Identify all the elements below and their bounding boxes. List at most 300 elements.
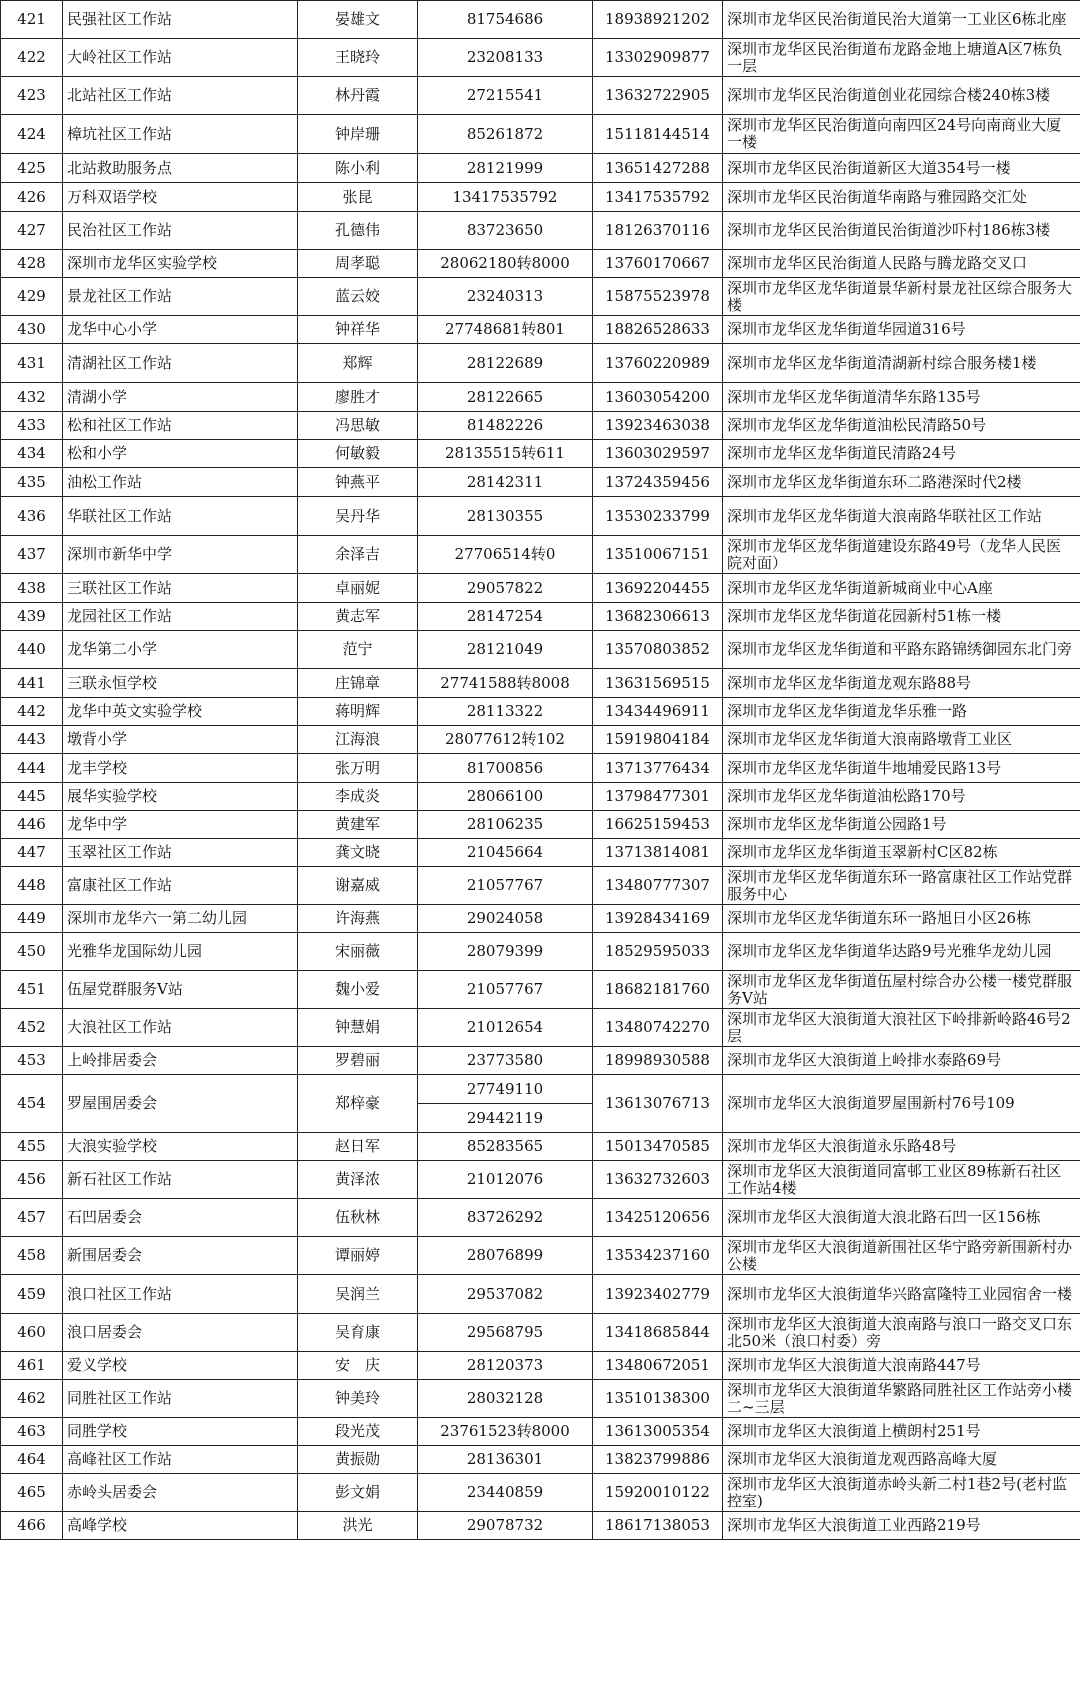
mobile-number: 13425120656 <box>593 1199 723 1237</box>
contact-person: 钟美玲 <box>298 1380 418 1418</box>
organization-name: 龙华中心小学 <box>63 316 298 344</box>
contact-person: 黄振勋 <box>298 1446 418 1474</box>
contact-person: 段光茂 <box>298 1418 418 1446</box>
organization-name: 大浪实验学校 <box>63 1133 298 1161</box>
table-row <box>1 316 1080 344</box>
phone-number: 27741588转8008 <box>418 669 593 698</box>
row-number: 462 <box>1 1380 63 1418</box>
mobile-number: 18126370116 <box>593 212 723 250</box>
row-number: 454 <box>1 1075 63 1133</box>
table-row <box>1 77 1080 115</box>
address: 深圳市龙华区大浪街道永乐路48号 <box>723 1133 1080 1161</box>
phone-number: 83723650 <box>418 212 593 250</box>
address: 深圳市龙华区大浪街道上岭排水泰路69号 <box>723 1047 1080 1075</box>
address: 深圳市龙华区龙华街道东环一路富康社区工作站党群服务中心 <box>723 867 1080 905</box>
phone-number: 21012654 <box>418 1009 593 1047</box>
table-row <box>1 39 1080 77</box>
phone-number: 85283565 <box>418 1133 593 1161</box>
organization-name: 爱义学校 <box>63 1352 298 1380</box>
row-number: 458 <box>1 1237 63 1275</box>
phone-number: 23761523转8000 <box>418 1418 593 1446</box>
organization-name: 上岭排居委会 <box>63 1047 298 1075</box>
address: 深圳市龙华区龙华街道清华东路135号 <box>723 383 1080 412</box>
address: 深圳市龙华区民治街道人民路与腾龙路交叉口 <box>723 250 1080 278</box>
contact-person: 龚文晓 <box>298 839 418 867</box>
row-number: 456 <box>1 1161 63 1199</box>
row-number: 439 <box>1 603 63 631</box>
address: 深圳市龙华区大浪街道新围社区华宁路旁新围新村办公楼 <box>723 1237 1080 1275</box>
phone-number: 28147254 <box>418 603 593 631</box>
address: 深圳市龙华区龙华街道民清路24号 <box>723 440 1080 468</box>
row-number: 457 <box>1 1199 63 1237</box>
table-row <box>1 1512 1080 1540</box>
contact-person: 陈小利 <box>298 154 418 183</box>
organization-name: 新石社区工作站 <box>63 1161 298 1199</box>
contact-person: 江海浪 <box>298 726 418 754</box>
row-number: 448 <box>1 867 63 905</box>
table-row <box>1 212 1080 250</box>
mobile-number: 13530233799 <box>593 497 723 536</box>
table-row <box>1 1 1080 39</box>
contact-person: 彭文娟 <box>298 1474 418 1512</box>
mobile-number: 15920010122 <box>593 1474 723 1512</box>
organization-name: 龙园社区工作站 <box>63 603 298 631</box>
address: 深圳市龙华区大浪街道华兴路富隆特工业园宿舍一楼 <box>723 1275 1080 1314</box>
phone-number: 21057767 <box>418 867 593 905</box>
contact-person: 李成炎 <box>298 783 418 811</box>
table-row <box>1 383 1080 412</box>
contact-person: 庄锦章 <box>298 669 418 698</box>
table-row <box>1 1275 1080 1314</box>
address: 深圳市龙华区龙华街道建设东路49号（龙华人民医院对面） <box>723 536 1080 574</box>
phone-number: 28113322 <box>418 698 593 726</box>
row-number: 445 <box>1 783 63 811</box>
mobile-number: 13632732603 <box>593 1161 723 1199</box>
table-row <box>1 468 1080 497</box>
organization-name: 三联永恒学校 <box>63 669 298 698</box>
table-row <box>1 669 1080 698</box>
organization-name: 龙华中学 <box>63 811 298 839</box>
mobile-number: 13418685844 <box>593 1314 723 1352</box>
address: 深圳市龙华区大浪街道罗屋围新村76号109 <box>723 1075 1080 1133</box>
organization-name: 富康社区工作站 <box>63 867 298 905</box>
row-number: 459 <box>1 1275 63 1314</box>
mobile-number: 13613005354 <box>593 1418 723 1446</box>
row-number: 422 <box>1 39 63 77</box>
address: 深圳市龙华区大浪街道华繁路同胜社区工作站旁小楼二~三层 <box>723 1380 1080 1418</box>
table-row <box>1 698 1080 726</box>
mobile-number: 13692204455 <box>593 574 723 603</box>
row-number: 465 <box>1 1474 63 1512</box>
address: 深圳市龙华区龙华街道油松民清路50号 <box>723 412 1080 440</box>
mobile-number: 13760220989 <box>593 344 723 383</box>
phone-number: 28066100 <box>418 783 593 811</box>
row-number: 453 <box>1 1047 63 1075</box>
organization-name: 高峰社区工作站 <box>63 1446 298 1474</box>
address: 深圳市龙华区龙华街道清湖新村综合服务楼1楼 <box>723 344 1080 383</box>
contact-person: 伍秋林 <box>298 1199 418 1237</box>
phone-number: 21057767 <box>418 971 593 1009</box>
organization-name: 新围居委会 <box>63 1237 298 1275</box>
organization-name: 龙华中英文实验学校 <box>63 698 298 726</box>
organization-name: 高峰学校 <box>63 1512 298 1540</box>
row-number: 423 <box>1 77 63 115</box>
contact-person: 吴育康 <box>298 1314 418 1352</box>
address: 深圳市龙华区龙华街道牛地埔爱民路13号 <box>723 754 1080 783</box>
address: 深圳市龙华区大浪街道大浪北路石凹一区156栋 <box>723 1199 1080 1237</box>
address: 深圳市龙华区龙华街道大浪南路华联社区工作站 <box>723 497 1080 536</box>
row-number: 433 <box>1 412 63 440</box>
phone-number: 23208133 <box>418 39 593 77</box>
table-body <box>1 1 1080 1540</box>
mobile-number: 18529595033 <box>593 933 723 971</box>
organization-name: 樟坑社区工作站 <box>63 115 298 154</box>
mobile-number: 15118144514 <box>593 115 723 154</box>
contact-person: 王晓玲 <box>298 39 418 77</box>
phone-number: 81482226 <box>418 412 593 440</box>
row-number: 450 <box>1 933 63 971</box>
organization-name: 松和小学 <box>63 440 298 468</box>
row-number: 424 <box>1 115 63 154</box>
row-number: 430 <box>1 316 63 344</box>
address: 深圳市龙华区龙华街道龙华乐雅一路 <box>723 698 1080 726</box>
contact-person: 郑梓豪 <box>298 1075 418 1133</box>
address: 深圳市龙华区大浪街道大浪南路与浪口一路交叉口东北50米（浪口村委）旁 <box>723 1314 1080 1352</box>
table-row <box>1 574 1080 603</box>
table-row <box>1 1133 1080 1161</box>
row-number: 463 <box>1 1418 63 1446</box>
mobile-number: 13798477301 <box>593 783 723 811</box>
organization-name: 浪口社区工作站 <box>63 1275 298 1314</box>
table-row <box>1 783 1080 811</box>
mobile-number: 13480742270 <box>593 1009 723 1047</box>
address: 深圳市龙华区龙华街道华园道316号 <box>723 316 1080 344</box>
phone-number-2: 29442119 <box>418 1103 592 1132</box>
table-row <box>1 631 1080 669</box>
address: 深圳市龙华区民治街道向南四区24号向南商业大厦一楼 <box>723 115 1080 154</box>
phone-number: 28130355 <box>418 497 593 536</box>
contact-person: 范宁 <box>298 631 418 669</box>
table-row <box>1 1075 1080 1133</box>
address: 深圳市龙华区民治街道布龙路金地上塘道A区7栋负一层 <box>723 39 1080 77</box>
address: 深圳市龙华区龙华街道油松路170号 <box>723 783 1080 811</box>
address: 深圳市龙华区龙华街道华达路9号光雅华龙幼儿园 <box>723 933 1080 971</box>
organization-name: 龙丰学校 <box>63 754 298 783</box>
table-row <box>1 1314 1080 1352</box>
phone-number: 85261872 <box>418 115 593 154</box>
contact-person: 吴丹华 <box>298 497 418 536</box>
phone-number: 28062180转8000 <box>418 250 593 278</box>
contact-person: 洪光 <box>298 1512 418 1540</box>
organization-name: 深圳市龙华区实验学校 <box>63 250 298 278</box>
table-row <box>1 344 1080 383</box>
row-number: 428 <box>1 250 63 278</box>
organization-name: 同胜学校 <box>63 1418 298 1446</box>
row-number: 429 <box>1 278 63 316</box>
contact-person: 卓丽妮 <box>298 574 418 603</box>
row-number: 436 <box>1 497 63 536</box>
phone-number: 27706514转0 <box>418 536 593 574</box>
mobile-number: 13417535792 <box>593 183 723 212</box>
table-row <box>1 536 1080 574</box>
phone-number: 28142311 <box>418 468 593 497</box>
mobile-number: 13603029597 <box>593 440 723 468</box>
address: 深圳市龙华区大浪街道龙观西路高峰大厦 <box>723 1446 1080 1474</box>
mobile-number: 13570803852 <box>593 631 723 669</box>
contact-person: 钟祥华 <box>298 316 418 344</box>
contact-person: 黄泽浓 <box>298 1161 418 1199</box>
address: 深圳市龙华区龙华街道伍屋村综合办公楼一楼党群服务V站 <box>723 971 1080 1009</box>
contact-person: 林丹霞 <box>298 77 418 115</box>
mobile-number: 13510138300 <box>593 1380 723 1418</box>
organization-name: 伍屋党群服务V站 <box>63 971 298 1009</box>
address: 深圳市龙华区大浪街道大浪南路447号 <box>723 1352 1080 1380</box>
table-row <box>1 1380 1080 1418</box>
contact-person: 何敏毅 <box>298 440 418 468</box>
row-number: 435 <box>1 468 63 497</box>
phone-number: 13417535792 <box>418 183 593 212</box>
mobile-number: 13923463038 <box>593 412 723 440</box>
mobile-number: 18998930588 <box>593 1047 723 1075</box>
table-row <box>1 971 1080 1009</box>
row-number: 443 <box>1 726 63 754</box>
address: 深圳市龙华区大浪街道大浪社区下岭排新岭路46号2层 <box>723 1009 1080 1047</box>
phone-number: 28121049 <box>418 631 593 669</box>
row-number: 427 <box>1 212 63 250</box>
address: 深圳市龙华区龙华街道花园新村51栋一楼 <box>723 603 1080 631</box>
contact-person: 谢嘉威 <box>298 867 418 905</box>
contact-person: 周孝聪 <box>298 250 418 278</box>
organization-name: 三联社区工作站 <box>63 574 298 603</box>
phone-number: 28077612转102 <box>418 726 593 754</box>
mobile-number: 13651427288 <box>593 154 723 183</box>
mobile-number: 13534237160 <box>593 1237 723 1275</box>
row-number: 426 <box>1 183 63 212</box>
address: 深圳市龙华区民治街道华南路与雅园路交汇处 <box>723 183 1080 212</box>
mobile-number: 18682181760 <box>593 971 723 1009</box>
contact-person: 吴润兰 <box>298 1275 418 1314</box>
row-number: 455 <box>1 1133 63 1161</box>
organization-name: 万科双语学校 <box>63 183 298 212</box>
row-number: 452 <box>1 1009 63 1047</box>
table-row <box>1 933 1080 971</box>
contact-person: 黄志军 <box>298 603 418 631</box>
contact-person: 罗碧丽 <box>298 1047 418 1075</box>
organization-name: 北站社区工作站 <box>63 77 298 115</box>
contact-person: 钟岸珊 <box>298 115 418 154</box>
table-row <box>1 497 1080 536</box>
row-number: 437 <box>1 536 63 574</box>
address: 深圳市龙华区大浪街道同富邨工业区89栋新石社区工作站4楼 <box>723 1161 1080 1199</box>
contact-person: 蒋明辉 <box>298 698 418 726</box>
mobile-number: 13480672051 <box>593 1352 723 1380</box>
mobile-number: 13713776434 <box>593 754 723 783</box>
row-number: 425 <box>1 154 63 183</box>
table-row <box>1 1418 1080 1446</box>
organization-name: 同胜社区工作站 <box>63 1380 298 1418</box>
table-row <box>1 905 1080 933</box>
phone-number: 81700856 <box>418 754 593 783</box>
phone-number: 28122689 <box>418 344 593 383</box>
phone-number: 28032128 <box>418 1380 593 1418</box>
phone-number: 23240313 <box>418 278 593 316</box>
mobile-number: 13928434169 <box>593 905 723 933</box>
phone-number: 29057822 <box>418 574 593 603</box>
table-row <box>1 183 1080 212</box>
table-row <box>1 754 1080 783</box>
mobile-number: 13823799886 <box>593 1446 723 1474</box>
row-number: 444 <box>1 754 63 783</box>
phone-number: 29024058 <box>418 905 593 933</box>
table-row <box>1 839 1080 867</box>
organization-name: 墩背小学 <box>63 726 298 754</box>
table-row <box>1 1199 1080 1237</box>
organization-name: 北站救助服务点 <box>63 154 298 183</box>
table-row <box>1 603 1080 631</box>
table-row <box>1 412 1080 440</box>
address: 深圳市龙华区龙华街道公园路1号 <box>723 811 1080 839</box>
contact-person: 黄建军 <box>298 811 418 839</box>
mobile-number: 15875523978 <box>593 278 723 316</box>
contact-person: 宋丽薇 <box>298 933 418 971</box>
organization-name: 展华实验学校 <box>63 783 298 811</box>
row-number: 447 <box>1 839 63 867</box>
phone-number: 28120373 <box>418 1352 593 1380</box>
phone-number: 81754686 <box>418 1 593 39</box>
row-number: 464 <box>1 1446 63 1474</box>
mobile-number: 13923402779 <box>593 1275 723 1314</box>
table-row <box>1 1474 1080 1512</box>
mobile-number: 15013470585 <box>593 1133 723 1161</box>
contact-person: 谭丽婷 <box>298 1237 418 1275</box>
contact-person: 钟燕平 <box>298 468 418 497</box>
table-row <box>1 1161 1080 1199</box>
organization-name: 民强社区工作站 <box>63 1 298 39</box>
organization-name: 罗屋围居委会 <box>63 1075 298 1133</box>
table-row <box>1 867 1080 905</box>
table-row <box>1 1446 1080 1474</box>
mobile-number: 13713814081 <box>593 839 723 867</box>
row-number: 438 <box>1 574 63 603</box>
mobile-number: 13760170667 <box>593 250 723 278</box>
organization-name: 景龙社区工作站 <box>63 278 298 316</box>
organization-name: 华联社区工作站 <box>63 497 298 536</box>
address: 深圳市龙华区民治街道创业花园综合楼240栋3楼 <box>723 77 1080 115</box>
table-row <box>1 440 1080 468</box>
phone-number: 21012076 <box>418 1161 593 1199</box>
organization-name: 大岭社区工作站 <box>63 39 298 77</box>
address: 深圳市龙华区龙华街道玉翠新村C区82栋 <box>723 839 1080 867</box>
phone-number: 29078732 <box>418 1512 593 1540</box>
row-number: 440 <box>1 631 63 669</box>
contact-person: 余泽吉 <box>298 536 418 574</box>
organization-name: 玉翠社区工作站 <box>63 839 298 867</box>
phone-number: 29568795 <box>418 1314 593 1352</box>
phone-number-1: 27749110 <box>466 1080 544 1098</box>
mobile-number: 18938921202 <box>593 1 723 39</box>
row-number: 466 <box>1 1512 63 1540</box>
phone-number: 28122665 <box>418 383 593 412</box>
phone-number <box>418 1075 593 1133</box>
phone-number: 27748681转801 <box>418 316 593 344</box>
contact-person: 张万明 <box>298 754 418 783</box>
organization-name: 石凹居委会 <box>63 1199 298 1237</box>
mobile-number: 13434496911 <box>593 698 723 726</box>
mobile-number: 13510067151 <box>593 536 723 574</box>
row-number: 451 <box>1 971 63 1009</box>
address: 深圳市龙华区龙华街道景华新村景龙社区综合服务大楼 <box>723 278 1080 316</box>
address: 深圳市龙华区龙华街道和平路东路锦绣御园东北门旁 <box>723 631 1080 669</box>
phone-number: 27215541 <box>418 77 593 115</box>
mobile-number: 13613076713 <box>593 1075 723 1133</box>
phone-number: 23440859 <box>418 1474 593 1512</box>
mobile-number: 13724359456 <box>593 468 723 497</box>
contact-person: 钟慧娟 <box>298 1009 418 1047</box>
contact-person: 廖胜才 <box>298 383 418 412</box>
phone-number: 21045664 <box>418 839 593 867</box>
address: 深圳市龙华区龙华街道龙观东路88号 <box>723 669 1080 698</box>
phone-number: 83726292 <box>418 1199 593 1237</box>
contact-person: 郑辉 <box>298 344 418 383</box>
phone-number: 29537082 <box>418 1275 593 1314</box>
contact-person: 孔德伟 <box>298 212 418 250</box>
contact-person: 赵日军 <box>298 1133 418 1161</box>
row-number: 432 <box>1 383 63 412</box>
phone-number: 28106235 <box>418 811 593 839</box>
table-row <box>1 726 1080 754</box>
mobile-number: 18617138053 <box>593 1512 723 1540</box>
organization-name: 深圳市新华中学 <box>63 536 298 574</box>
organization-name: 大浪社区工作站 <box>63 1009 298 1047</box>
phone-number: 28121999 <box>418 154 593 183</box>
address: 深圳市龙华区龙华街道大浪南路墩背工业区 <box>723 726 1080 754</box>
address: 深圳市龙华区龙华街道新城商业中心A座 <box>723 574 1080 603</box>
address: 深圳市龙华区龙华街道东环二路港深时代2楼 <box>723 468 1080 497</box>
table-row <box>1 278 1080 316</box>
organization-name: 深圳市龙华六一第二幼儿园 <box>63 905 298 933</box>
table-row <box>1 154 1080 183</box>
organization-name: 民治社区工作站 <box>63 212 298 250</box>
contact-person: 魏小爱 <box>298 971 418 1009</box>
table-row <box>1 115 1080 154</box>
table-row <box>1 811 1080 839</box>
phone-number: 28136301 <box>418 1446 593 1474</box>
contact-person: 安 庆 <box>298 1352 418 1380</box>
organization-name: 清湖社区工作站 <box>63 344 298 383</box>
organization-name: 清湖小学 <box>63 383 298 412</box>
contact-person: 许海燕 <box>298 905 418 933</box>
phone-number: 23773580 <box>418 1047 593 1075</box>
mobile-number: 15919804184 <box>593 726 723 754</box>
organization-name: 赤岭头居委会 <box>63 1474 298 1512</box>
mobile-number: 13632722905 <box>593 77 723 115</box>
row-number: 446 <box>1 811 63 839</box>
address: 深圳市龙华区大浪街道上横朗村251号 <box>723 1418 1080 1446</box>
phone-number: 28135515转611 <box>418 440 593 468</box>
organization-name: 龙华第二小学 <box>63 631 298 669</box>
row-number: 461 <box>1 1352 63 1380</box>
table-row <box>1 1047 1080 1075</box>
organization-name: 松和社区工作站 <box>63 412 298 440</box>
contact-person: 冯思敏 <box>298 412 418 440</box>
mobile-number: 13302909877 <box>593 39 723 77</box>
row-number: 441 <box>1 669 63 698</box>
address: 深圳市龙华区大浪街道工业西路219号 <box>723 1512 1080 1540</box>
phone-number: 28076899 <box>418 1237 593 1275</box>
mobile-number: 13631569515 <box>593 669 723 698</box>
row-number: 431 <box>1 344 63 383</box>
mobile-number: 16625159453 <box>593 811 723 839</box>
